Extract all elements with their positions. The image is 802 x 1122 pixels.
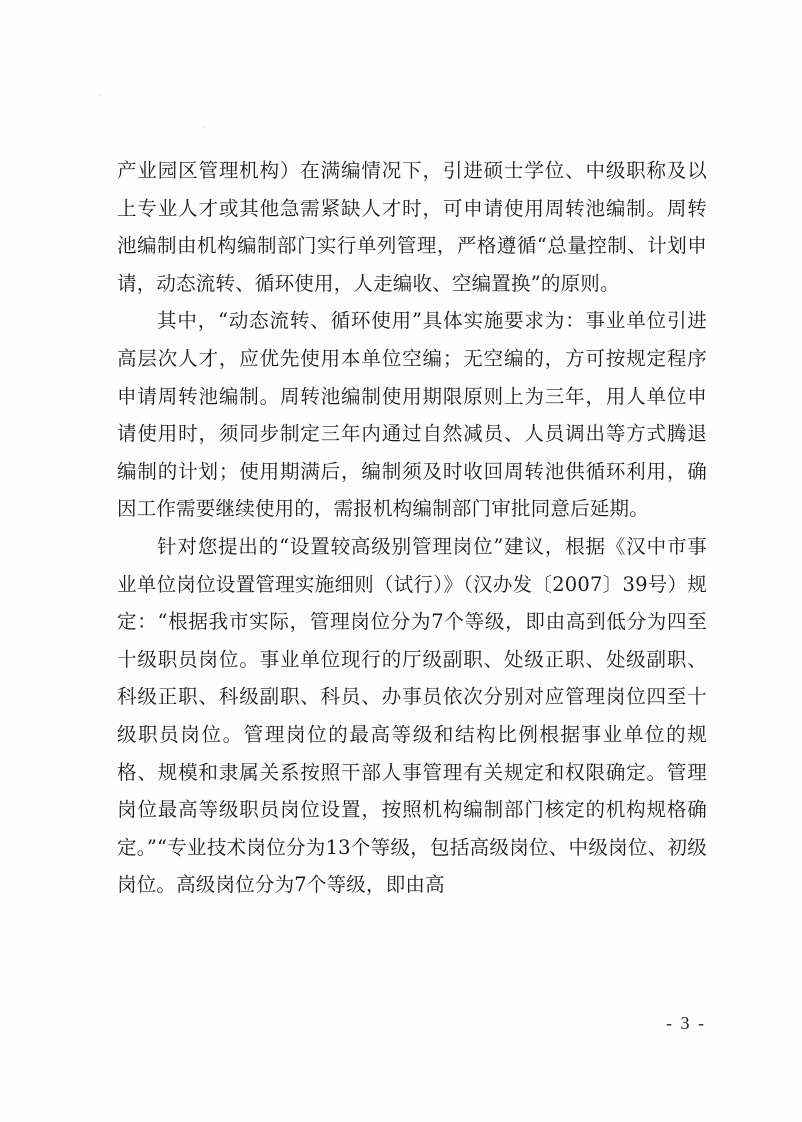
scan-speck [203,127,204,128]
scan-speck [100,95,101,96]
paragraph-2: 其中，“动态流转、循环使用”具体实施要求为：事业单位引进高层次人才，应优先使用本单位空编；无空编的，方可按规定程序申请周转池编制。周转池编制使用期限原则上为三年，用人单位申请使用时，须同步制定三年内通过自然减员、人员调出等方式腾退编制的计划；使用期满后，编制须及时收回周转池供循环利用，确因工作需要继续使用的，需报机构编制部门审批同意后延期。 [117,309,707,521]
page-number: - 3 - [666,1013,706,1033]
paragraph-1: 产业园区管理机构）在满编情况下，引进硕士学位、中级职称及以上专业人才或其他急需紧缺人才时，可申请使用周转池编制。周转池编制由机构编制部门实行单列管理，严格遵循“总量控制、计划申请，动态流转、循环使用，人走编收、空编置换”的原则。 [117,159,707,295]
document-body [117,152,707,904]
paragraph-3: 针对您提出的“设置较高级别管理岗位”建议，根据《汉中市事业单位岗位设置管理实施细则（试行）》（汉办发〔2007〕39号）规定：“根据我市实际，管理岗位分为7个等级，即由高到低分为四至十级职员岗位。事业单位现行的厅级副职、处级正职、处级副职、科级正职、科级副职、科员、办事员依次分别对应管理岗位四至十级职员岗位。管理岗位的最高等级和结构比例根据事业单位的规格、规模和隶属关系按照干部人事管理有关规定和权限确定。管理岗位最高等级职员岗位设置，按照机构编制部门核定的机构规格确定。”“专业技术岗位分为13个等级，包括高级岗位、中级岗位、初级岗位。高级岗位分为7个等级，即由高 [117,534,707,897]
